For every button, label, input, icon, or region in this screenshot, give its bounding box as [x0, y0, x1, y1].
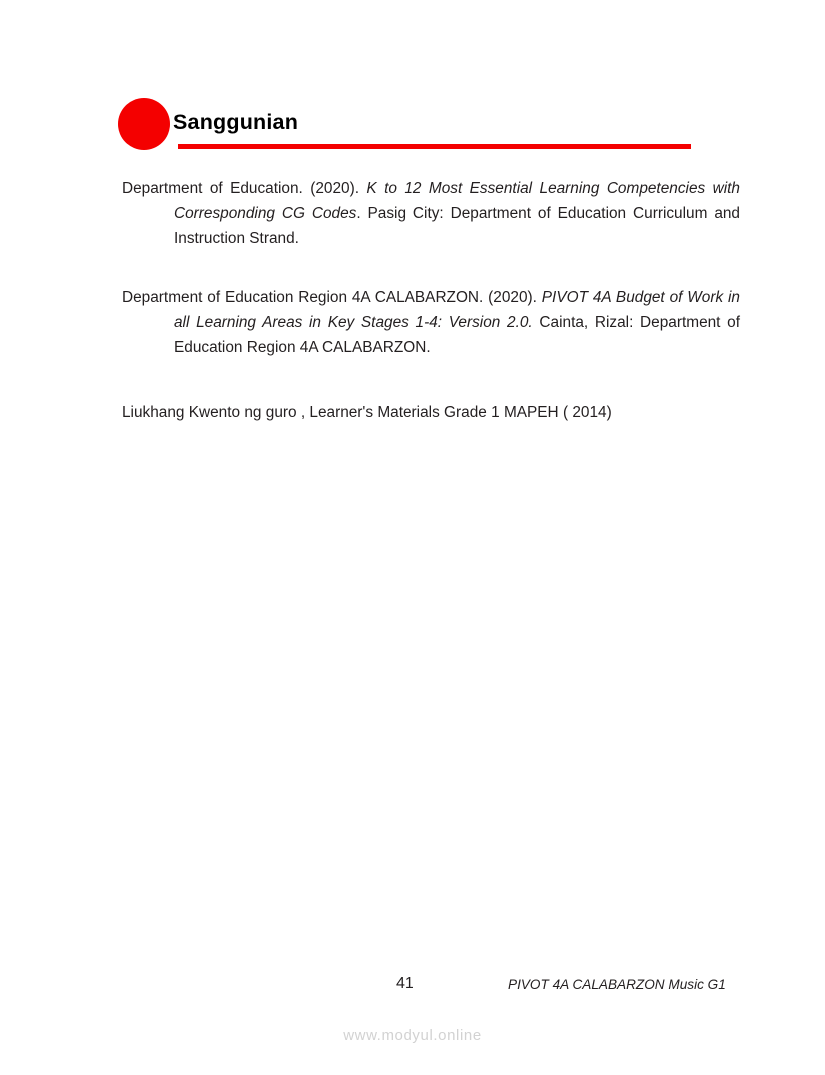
section-header	[118, 98, 698, 156]
footer-note: PIVOT 4A CALABARZON Music G1	[508, 977, 726, 992]
reference-entry-3	[122, 400, 740, 425]
page-number: 41	[396, 975, 414, 992]
reference-text-plain-1b: . Pasig City: Department of Education Curriculum and Instruction Strand.	[174, 205, 740, 247]
reference-text-plain-2: Department of Education Region 4A CALABARZON. (2020).	[122, 289, 542, 306]
reference-entry-2	[122, 285, 740, 360]
header-underline	[178, 144, 691, 149]
reference-entry-1	[122, 176, 740, 251]
red-circle-icon	[118, 98, 170, 150]
reference-text-italic-1: K to 12 Most Essential Learning Competencies with Corresponding CG Codes	[174, 180, 740, 222]
reference-text-plain-3: Liukhang Kwento ng guro , Learner's Materials Grade 1 MAPEH ( 2014)	[122, 404, 612, 421]
watermark: www.modyul.online	[343, 1027, 482, 1044]
reference-text-plain-2b: Cainta, Rizal: Department of Education Region 4A CALABARZON.	[174, 314, 740, 356]
reference-text-italic-2: PIVOT 4A Budget of Work in all Learning Areas in Key Stages 1-4: Version 2.0.	[174, 289, 740, 331]
reference-list	[122, 176, 740, 459]
page-title: Sanggunian	[173, 110, 299, 134]
page-footer	[0, 975, 825, 1003]
reference-text-plain-1: Department of Education. (2020).	[122, 180, 367, 197]
